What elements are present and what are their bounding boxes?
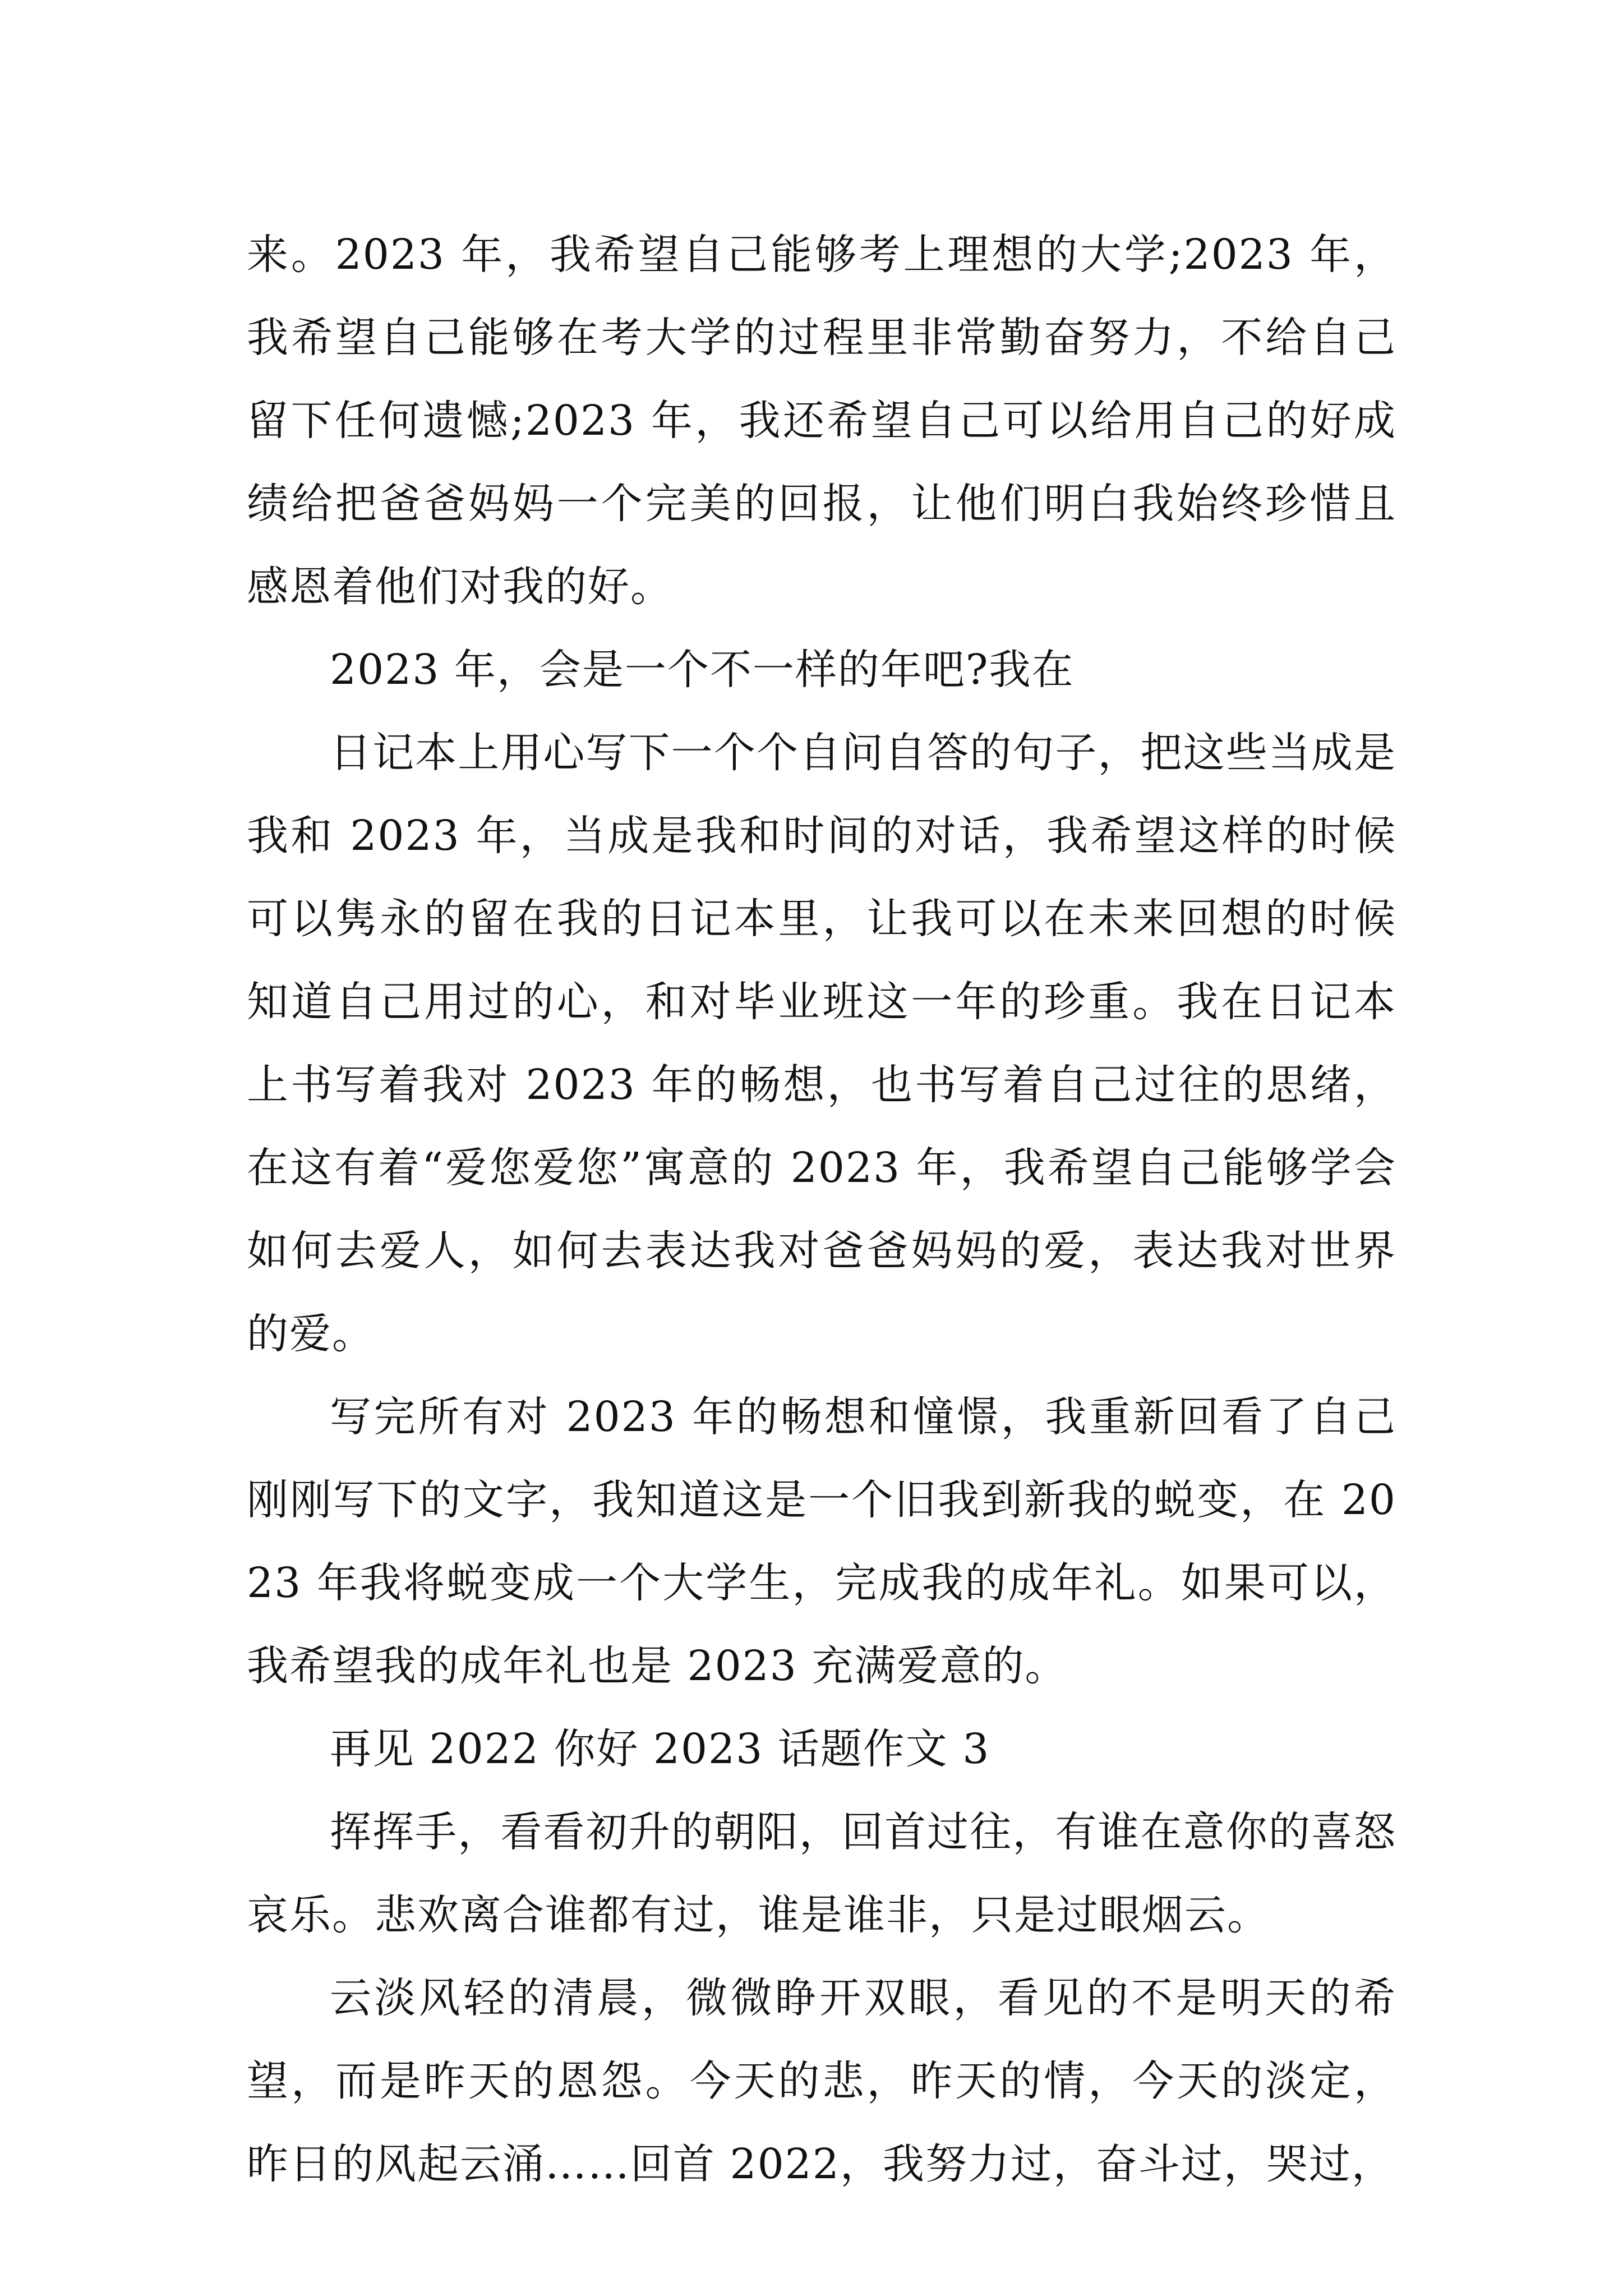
paragraph-reflection: 写完所有对 2023 年的畅想和憧憬，我重新回看了自己刚刚写下的文字，我知道这是一个旧我到新我的蜕变，在 2023 年我将蜕变成一个大学生，完成我的成年礼。如果可以，我希望我的成年礼也是 2023 充满爱意的。 xyxy=(247,1393,1396,1690)
paragraph-morning: 云淡风轻的清晨，微微睁开双眼，看见的不是明天的希望，而是昨天的恩怨。今天的悲，昨天的情，今天的淡定，昨日的风起云涌……回首 2022，我努力过，奋斗过，哭过， xyxy=(247,1974,1396,2188)
paragraph-question: 2023 年，会是一个不一样的年吧?我在 xyxy=(330,646,1075,694)
document-body xyxy=(247,213,1396,2206)
paragraph-wave: 挥挥手，看看初升的朝阳，回首过往，有谁在意你的喜怒哀乐。悲欢离合谁都有过，谁是谁非，只是过眼烟云。 xyxy=(247,1808,1396,1939)
paragraph-diary: 日记本上用心写下一个个自问自答的句子，把这些当成是我和 2023 年，当成是我和时间的对话，我希望这样的时候可以隽永的留在我的日记本里，让我可以在未来回想的时候知道自己用过的心，和对毕业班这一年的珍重。我在日记本上书写着我对 2023 年的畅想，也书写着自己过往的思绪，在这有着“爱您爱您”寓意的 2023 年，我希望自己能够学会如何去爱人，如何去表达我对爸爸妈妈的爱，表达我对世界的爱。 xyxy=(247,729,1396,1358)
paragraph-continuation: 来。2023 年，我希望自己能够考上理想的大学;2023 年，我希望自己能够在考大学的过程里非常勤奋努力，不给自己留下任何遗憾;2023 年，我还希望自己可以给用自己的好成绩给把爸爸妈妈一个完美的回报，让他们明白我始终珍惜且感恩着他们对我的好。 xyxy=(247,231,1396,611)
section-heading: 再见 2022 你好 2023 话题作文 3 xyxy=(330,1725,990,1773)
